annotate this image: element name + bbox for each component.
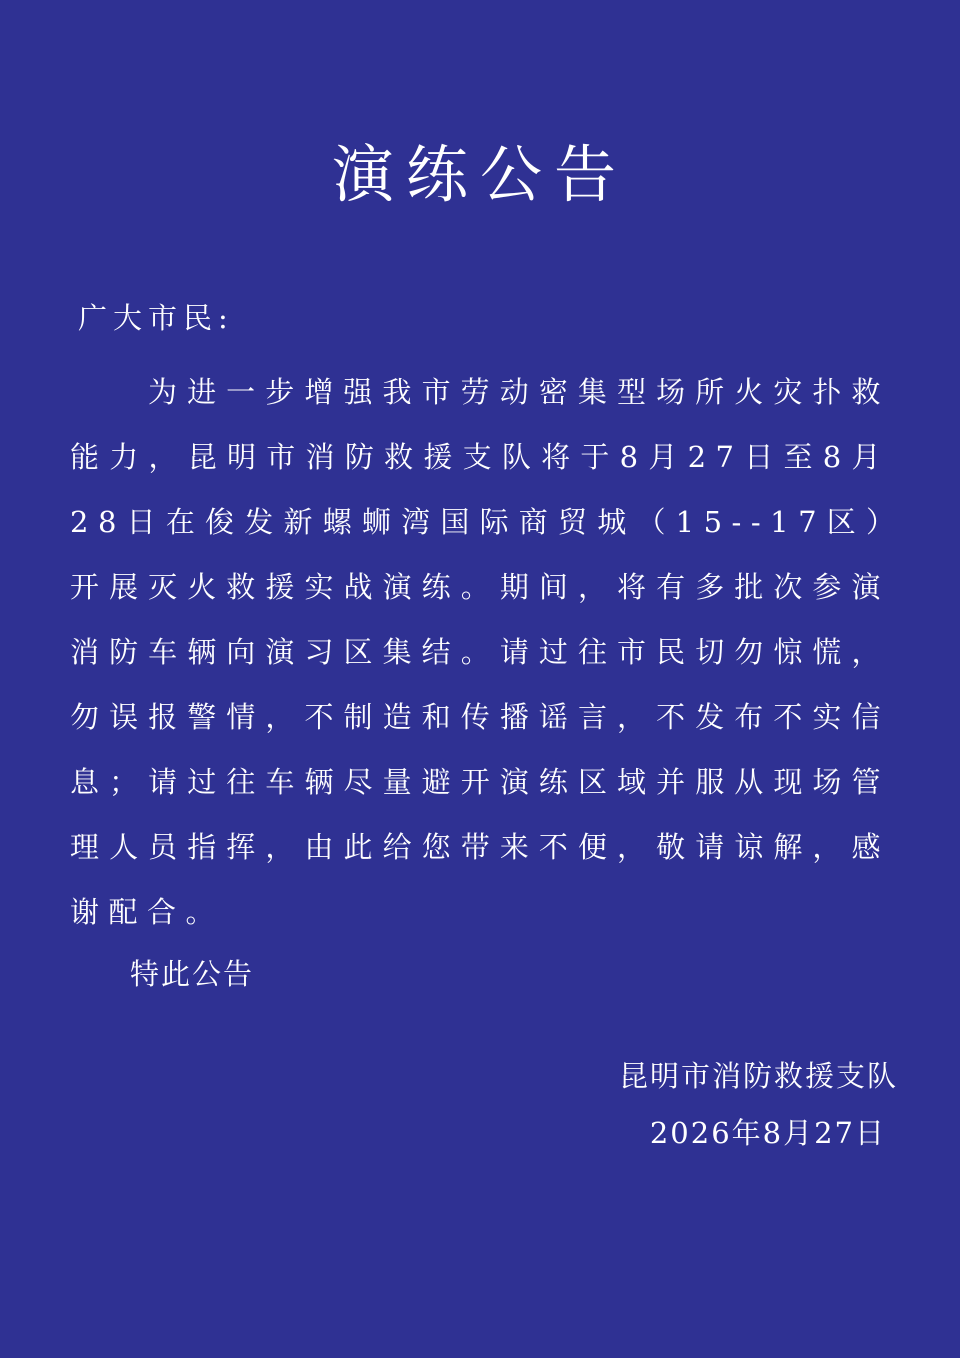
- signature-organization: 昆明市消防救援支队: [618, 1059, 898, 1093]
- notice-body: 为进一步增强我市劳动密集型场所火灾扑救能力，昆明市消防救援支队将于8月27日至8月28日在俊发新螺蛳湾国际商贸城（15--17区）开展灭火救援实战演练。期间，将有多批次参演消防车辆向演习区集结。请过往市民切勿惊慌，勿误报警情，不制造和传播谣言，不发布不实信息；请过往车辆尽量避开演练区域并服从现场管理人员指挥，由此给您带来不便，敬请谅解，感谢配合。: [70, 375, 890, 929]
- closing-phrase: 特此公告: [130, 957, 255, 991]
- signature-block: [619, 1052, 898, 1157]
- notice-title: 演练公告: [331, 138, 628, 211]
- signature-date: 2026年8月27日: [649, 1116, 886, 1150]
- salutation: 广大市民:: [78, 301, 234, 335]
